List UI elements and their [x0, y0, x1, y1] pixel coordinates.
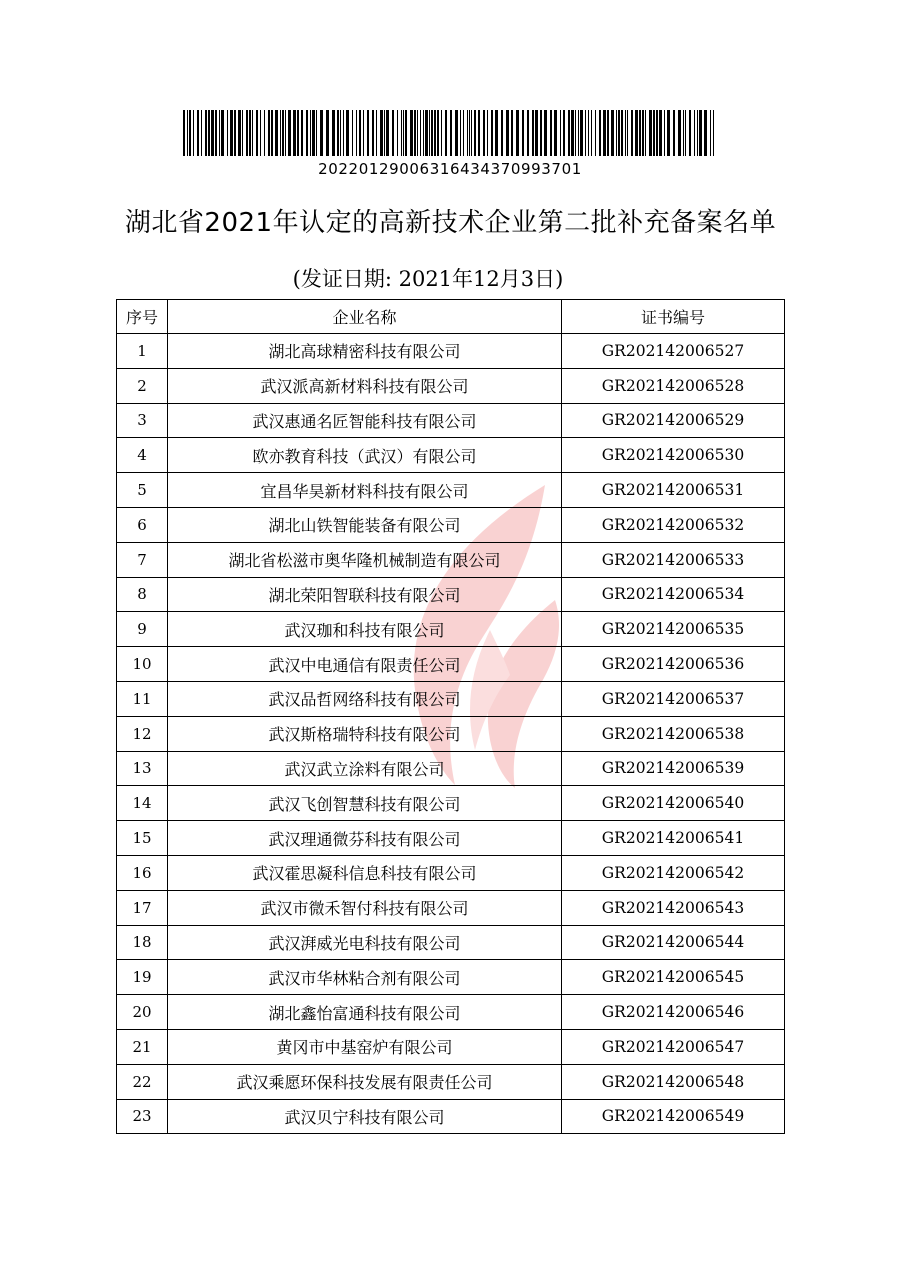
serial-number: 1 [117, 334, 168, 369]
serial-number: 5 [117, 473, 168, 508]
enterprise-table [116, 299, 785, 1134]
serial-number: 9 [117, 612, 168, 647]
company-name: 湖北省松滋市奥华隆机械制造有限公司 [168, 542, 562, 577]
certificate-number: GR202142006545 [562, 960, 785, 995]
certificate-number: GR202142006530 [562, 438, 785, 473]
certificate-number: GR202142006540 [562, 786, 785, 821]
table-row [117, 507, 785, 542]
serial-number: 16 [117, 855, 168, 890]
certificate-number: GR202142006543 [562, 890, 785, 925]
table-row [117, 577, 785, 612]
table-row [117, 542, 785, 577]
company-name: 武汉中电通信有限责任公司 [168, 647, 562, 682]
certificate-number: GR202142006536 [562, 647, 785, 682]
table-header-row [117, 300, 785, 334]
table-row [117, 855, 785, 890]
company-name: 湖北鑫怡富通科技有限公司 [168, 995, 562, 1030]
serial-number: 6 [117, 507, 168, 542]
company-name: 武汉珈和科技有限公司 [168, 612, 562, 647]
barcode-number: 20220129006316434370993701 [318, 160, 582, 178]
table-row [117, 438, 785, 473]
certificate-number: GR202142006537 [562, 681, 785, 716]
certificate-number: GR202142006546 [562, 995, 785, 1030]
table-row [117, 1064, 785, 1099]
serial-number: 14 [117, 786, 168, 821]
certificate-number: GR202142006527 [562, 334, 785, 369]
document-title: 湖北省2021年认定的高新技术企业第二批补充备案名单 [124, 208, 777, 238]
company-name: 湖北山铁智能装备有限公司 [168, 507, 562, 542]
certificate-number: GR202142006532 [562, 507, 785, 542]
certificate-number: GR202142006534 [562, 577, 785, 612]
table-row [117, 647, 785, 682]
serial-number: 13 [117, 751, 168, 786]
serial-number: 12 [117, 716, 168, 751]
company-name: 武汉惠通名匠智能科技有限公司 [168, 403, 562, 438]
table-row [117, 786, 785, 821]
serial-number: 22 [117, 1064, 168, 1099]
certificate-number: GR202142006538 [562, 716, 785, 751]
company-name: 黄冈市中基窑炉有限公司 [168, 1029, 562, 1064]
serial-number: 23 [117, 1099, 168, 1134]
serial-number: 19 [117, 960, 168, 995]
table-row [117, 334, 785, 369]
company-name: 武汉湃威光电科技有限公司 [168, 925, 562, 960]
company-name: 武汉贝宁科技有限公司 [168, 1099, 562, 1134]
table-row [117, 960, 785, 995]
company-name: 武汉品哲网络科技有限公司 [168, 681, 562, 716]
certificate-number: GR202142006539 [562, 751, 785, 786]
company-name: 武汉武立涂料有限公司 [168, 751, 562, 786]
serial-number: 18 [117, 925, 168, 960]
certificate-number: GR202142006533 [562, 542, 785, 577]
table-row [117, 612, 785, 647]
certificate-number: GR202142006531 [562, 473, 785, 508]
company-name: 湖北荣阳智联科技有限公司 [168, 577, 562, 612]
header-certificate: 证书编号 [562, 300, 785, 334]
table-row [117, 473, 785, 508]
header-company: 企业名称 [168, 300, 562, 334]
table-row [117, 751, 785, 786]
company-name: 武汉飞创智慧科技有限公司 [168, 786, 562, 821]
serial-number: 2 [117, 368, 168, 403]
table-row [117, 368, 785, 403]
table-row [117, 925, 785, 960]
serial-number: 7 [117, 542, 168, 577]
header-serial: 序号 [117, 300, 168, 334]
certificate-number: GR202142006542 [562, 855, 785, 890]
serial-number: 8 [117, 577, 168, 612]
serial-number: 15 [117, 821, 168, 856]
barcode-icon [183, 110, 717, 156]
certificate-number: GR202142006547 [562, 1029, 785, 1064]
certificate-number: GR202142006529 [562, 403, 785, 438]
serial-number: 10 [117, 647, 168, 682]
table-row [117, 681, 785, 716]
company-name: 宜昌华昊新材料科技有限公司 [168, 473, 562, 508]
serial-number: 21 [117, 1029, 168, 1064]
company-name: 武汉斯格瑞特科技有限公司 [168, 716, 562, 751]
company-name: 武汉市华林粘合剂有限公司 [168, 960, 562, 995]
table-row [117, 716, 785, 751]
serial-number: 11 [117, 681, 168, 716]
serial-number: 17 [117, 890, 168, 925]
serial-number: 20 [117, 995, 168, 1030]
table-row [117, 1099, 785, 1134]
company-name: 武汉霍思凝科信息科技有限公司 [168, 855, 562, 890]
certificate-number: GR202142006548 [562, 1064, 785, 1099]
certificate-number: GR202142006544 [562, 925, 785, 960]
table-row [117, 995, 785, 1030]
serial-number: 4 [117, 438, 168, 473]
table-row [117, 403, 785, 438]
certificate-number: GR202142006541 [562, 821, 785, 856]
company-name: 武汉乘愿环保科技发展有限责任公司 [168, 1064, 562, 1099]
company-name: 武汉派高新材料科技有限公司 [168, 368, 562, 403]
company-name: 武汉理通微芬科技有限公司 [168, 821, 562, 856]
table-row [117, 821, 785, 856]
certificate-number: GR202142006549 [562, 1099, 785, 1134]
company-name: 湖北高球精密科技有限公司 [168, 334, 562, 369]
serial-number: 3 [117, 403, 168, 438]
table-row [117, 890, 785, 925]
company-name: 欧亦教育科技（武汉）有限公司 [168, 438, 562, 473]
company-name: 武汉市微禾智付科技有限公司 [168, 890, 562, 925]
certificate-number: GR202142006528 [562, 368, 785, 403]
table-row [117, 1029, 785, 1064]
issue-date-subtitle: (发证日期: 2021年12月3日) [292, 267, 564, 291]
certificate-number: GR202142006535 [562, 612, 785, 647]
